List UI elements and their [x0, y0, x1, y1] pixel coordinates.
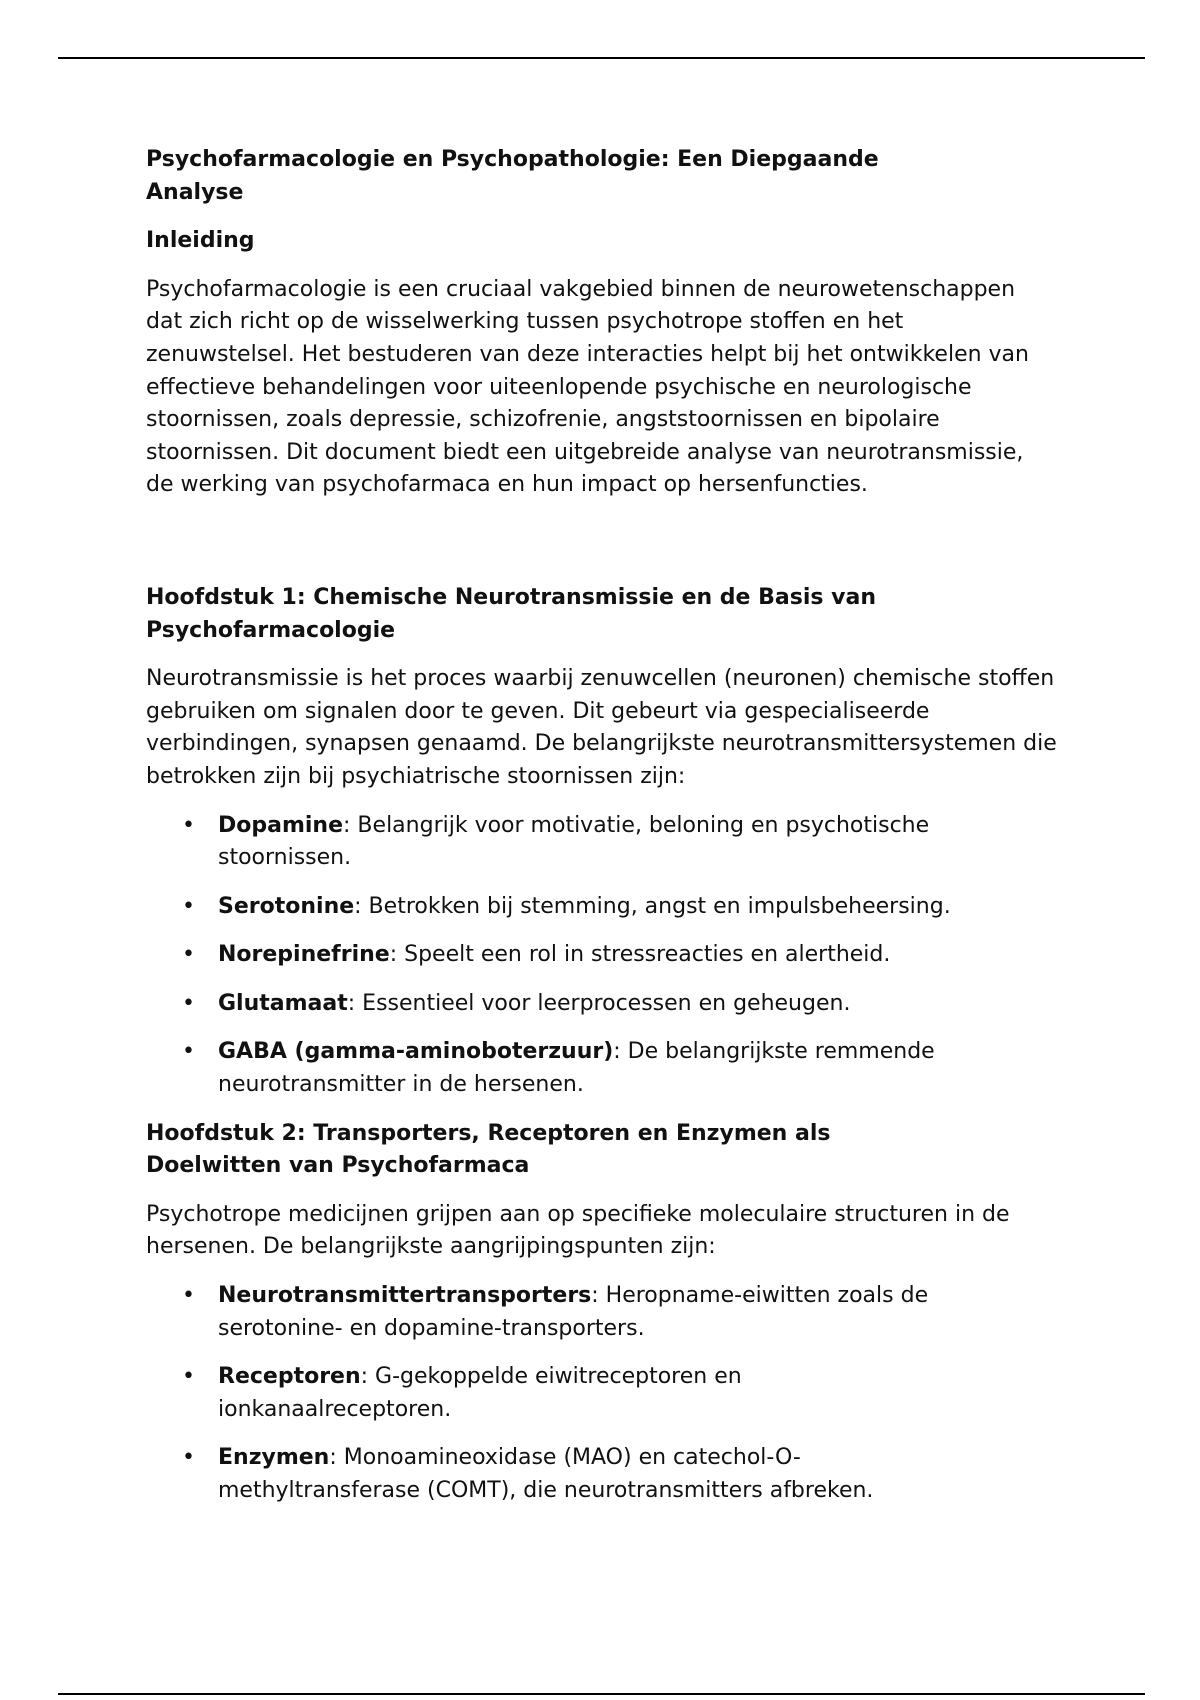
list-item-desc: : Essentieel voor leerprocessen en geheugen.	[347, 990, 851, 1016]
list-item	[146, 810, 1008, 875]
list-item-term: GABA (gamma-aminoboterzuur)	[218, 1039, 614, 1065]
bullet-icon: •	[182, 1364, 195, 1390]
list-item-term: Norepinefrine	[218, 942, 390, 968]
list-item-term: Neurotransmittertransporters	[218, 1283, 592, 1309]
chapter2-heading: Hoofdstuk 2: Transporters, Receptoren en Enzymen als Doelwitten van Psychofarmaca	[146, 1120, 831, 1179]
chapter1-heading: Hoofdstuk 1: Chemische Neurotransmissie en de Basis van Psychofarmacologie	[146, 584, 876, 643]
bullet-icon: •	[182, 1039, 195, 1065]
bullet-icon: •	[182, 942, 195, 968]
list-item-desc: : G-gekoppelde eiwitreceptoren en ionkanaalreceptoren.	[218, 1364, 742, 1422]
list-item-desc: : Heropname-eiwitten zoals de serotonine- en dopamine-transporters.	[218, 1283, 929, 1341]
bullet-icon: •	[182, 1445, 195, 1471]
list-item-desc: : Monoamineoxidase (MAO) en catechol-O-methyltransferase (COMT), die neurotransmitters afbreken.	[218, 1445, 874, 1503]
list-item-desc: : Betrokken bij stemming, angst en impulsbeheersing.	[354, 893, 951, 919]
list-item-term: Glutamaat	[218, 990, 348, 1016]
document-body	[146, 144, 1066, 1524]
list-item-desc: : Belangrijk voor motivatie, beloning en psychotische stoornissen.	[218, 812, 930, 871]
list-item-term: Serotonine	[218, 893, 355, 919]
chapter1-list	[146, 810, 1066, 1102]
list-item	[146, 939, 1066, 972]
chapter1-paragraph: Neurotransmissie is het proces waarbij zenuwcellen (neuronen) chemische stoffen gebruiken om signalen door te geven. Dit gebeurt via gespecialiseerde verbindingen, synapsen genaamd. De belangrijkste neurotransmittersystemen die betrokken zijn bij psychiatrische stoornissen zijn:	[146, 666, 1057, 789]
list-item	[146, 891, 1066, 924]
list-item-term: Enzymen	[218, 1445, 330, 1471]
list-item-term: Receptoren	[218, 1364, 361, 1390]
list-item	[146, 988, 1066, 1021]
list-item	[146, 1442, 978, 1507]
list-item	[146, 1280, 1018, 1345]
intro-heading: Inleiding	[146, 228, 255, 254]
list-item	[146, 1361, 858, 1426]
list-item-desc: : De belangrijkste remmende neurotransmitter in de hersenen.	[218, 1039, 935, 1098]
chapter2-list	[146, 1280, 1066, 1508]
section-spacer	[146, 518, 1066, 582]
list-item-term: Dopamine	[218, 812, 344, 838]
header-rule	[58, 57, 1145, 59]
intro-paragraph: Psychofarmacologie is een cruciaal vakgebied binnen de neurowetenschappen dat zich richt op de wisselwerking tussen psychotrope stoffen en het zenuwstelsel. Het bestuderen van deze interacties helpt bij het ontwikkelen van effectieve behandelingen voor uiteenlopende psychische en neurologische stoornissen, zoals depressie, schizofrenie, angststoornissen en bipolaire stoornissen. Dit document biedt een uitgebreide analyse van neurotransmissie, de werking van psychofarmaca en hun impact op hersenfuncties.	[146, 276, 1029, 498]
chapter2-paragraph: Psychotrope medicijnen grijpen aan op specifieke moleculaire structuren in de hersenen. De belangrijkste aangrijpingspunten zijn:	[146, 1201, 1010, 1260]
bullet-icon: •	[182, 990, 195, 1016]
list-item-desc: : Speelt een rol in stressreacties en alertheid.	[389, 942, 891, 968]
bullet-icon: •	[182, 1283, 195, 1309]
list-item	[146, 1036, 1018, 1101]
document-title: Psychofarmacologie en Psychopathologie: Een Diepgaande Analyse	[146, 147, 879, 205]
bullet-icon: •	[182, 812, 195, 838]
bullet-icon: •	[182, 893, 195, 919]
footer-rule	[58, 1693, 1145, 1695]
